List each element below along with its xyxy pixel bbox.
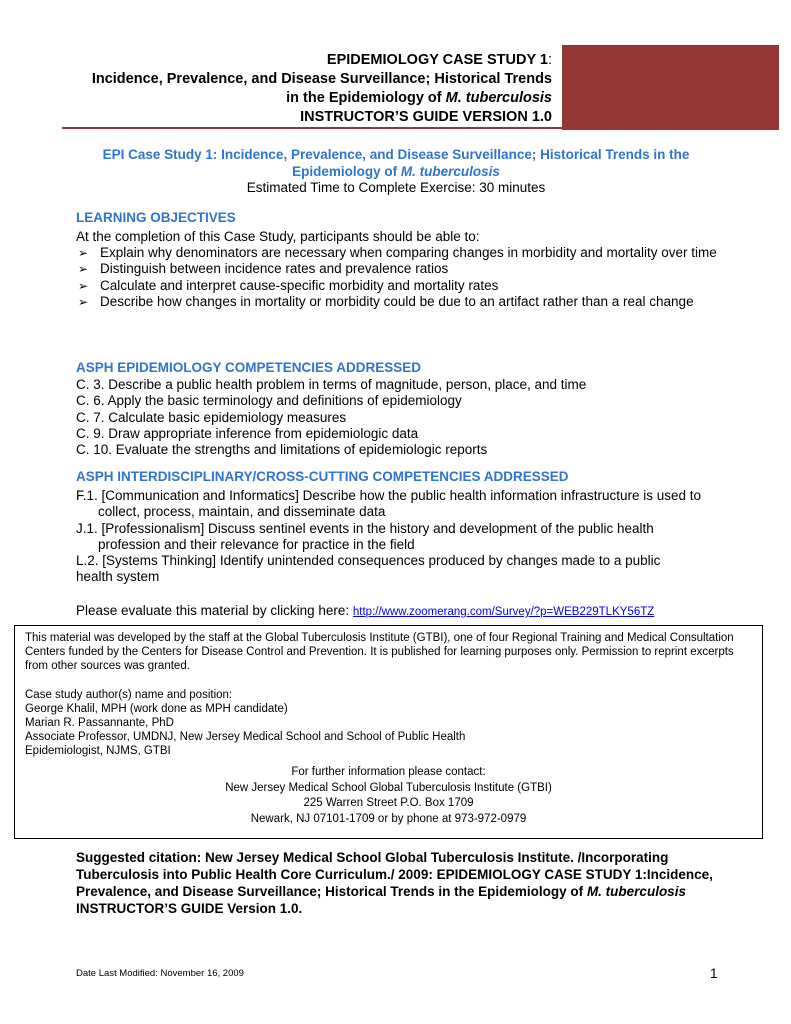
document-title: [62, 51, 552, 127]
list-item: J.1. [Professionalism] Discuss sentinel events in the history and development of the public health profession and their relevance for practice in the field: [76, 520, 654, 552]
list-item: ➢ Describe how changes in mortality or morbidity could be due to an artifact rather than a real change: [78, 293, 694, 309]
asph-competencies-heading: ASPH EPIDEMIOLOGY COMPETENCIES ADDRESSED: [76, 360, 422, 375]
contact-line: 225 Warren Street P.O. Box 1709: [303, 797, 474, 809]
contact-line: Newark, NJ 07101-1709 or by phone at 973-972-0979: [250, 812, 527, 825]
list-item: F.1. [Communication and Informatics] Describe how the public health information infrastructure is used to collect, process, maintain, and disseminate data: [76, 488, 702, 520]
info-box: [14, 625, 763, 839]
contact-info: [15, 765, 762, 827]
survey-link[interactable]: http://www.zoomerang.com/Survey/?p=WEB229TLKY56TZ: [352, 606, 655, 618]
development-statement: This material was developed by the staff at the Global Tuberculosis Institute (GTBI), one of four Regional Training and Medical Consultation Centers funded by the Centers for Disease Control and Prevention. It is published for learning purposes only. Permission to reprint excerpts from other sources was granted.: [25, 632, 734, 673]
arrow-bullet-icon: ➢: [78, 278, 89, 293]
list-item: C. 3. Describe a public health problem in terms of magnitude, person, place, and time: [76, 377, 587, 392]
learning-objectives-lead: At the completion of this Case Study, participants should be able to:: [76, 229, 480, 244]
intro-title: [62, 146, 730, 180]
author-line: George Khalil, MPH (work done as MPH candidate): [25, 702, 288, 715]
citation-species: M. tuberculosis: [586, 884, 686, 899]
arrow-bullet-icon: ➢: [78, 246, 89, 260]
learning-objectives-list: [76, 245, 736, 310]
intro-title-species: M. tuberculosis: [400, 164, 500, 179]
arrow-bullet-icon: ➢: [78, 262, 89, 277]
list-item: L.2. [Systems Thinking] Identify unintended consequences produced by changes made to a public health system: [76, 553, 661, 585]
evaluate-line: [76, 603, 654, 618]
list-item: ➢ Distinguish between incidence rates and prevalence ratios: [78, 261, 449, 277]
citation-text-end: INSTRUCTOR’S GUIDE Version 1.0.: [76, 901, 303, 916]
contact-line: New Jersey Medical School Global Tuberculosis Institute (GTBI): [225, 781, 552, 794]
learning-objectives-heading: LEARNING OBJECTIVES: [76, 210, 236, 225]
suggested-citation: [76, 849, 726, 917]
title-line3-species: M. tuberculosis: [445, 90, 552, 106]
cross-cutting-heading: ASPH INTERDISCIPLINARY/CROSS-CUTTING COMPETENCIES ADDRESSED: [76, 469, 569, 484]
list-item: ➢ Explain why denominators are necessary when comparing changes in morbidity and mortality over time: [78, 245, 717, 260]
list-item: C. 9. Draw appropriate inference from epidemiologic data: [76, 425, 419, 441]
list-item: ➢ Calculate and interpret cause-specific morbidity and mortality rates: [78, 277, 499, 293]
citation-text: Suggested citation: New Jersey Medical School Global Tuberculosis Institute. /Incorporating Tuberculosis into Public Health Core Curriculum./ 2009: EPIDEMIOLOGY CASE STUDY 1:Incidence, Prevalence, and Disease Surveillance; Historical Trends in the Epidemiology of: [76, 850, 713, 899]
contact-line: For further information please contact:: [291, 766, 486, 778]
list-item: C. 6. Apply the basic terminology and definitions of epidemiology: [76, 393, 462, 409]
title-line4: INSTRUCTOR’S GUIDE VERSION 1.0: [300, 109, 552, 125]
title-line2: Incidence, Prevalence, and Disease Surveillance; Historical Trends: [91, 71, 552, 87]
evaluate-text: Please evaluate this material by clicking here:: [76, 603, 353, 618]
cross-cutting-list: [76, 488, 704, 586]
author-line: Marian R. Passannante, PhD: [25, 717, 174, 730]
asph-competencies-list: [76, 377, 736, 458]
list-item: C. 10. Evaluate the strengths and limitations of epidemiologic reports: [76, 442, 488, 458]
footer-date: Date Last Modified: November 16, 2009: [76, 968, 244, 979]
intro-title-line1: EPI Case Study 1: Incidence, Prevalence, and Disease Surveillance; Historical Trends in the: [102, 147, 690, 162]
title-line3: in the Epidemiology of: [286, 90, 446, 106]
intro-title-line2: Epidemiology of: [292, 164, 401, 179]
estimated-time: Estimated Time to Complete Exercise: 30 minutes: [246, 180, 546, 195]
author-line: Associate Professor, UMDNJ, New Jersey Medical School and School of Public Health: [25, 731, 466, 744]
authors-heading: Case study author(s) name and position:: [25, 688, 233, 701]
page-number: 1: [710, 966, 718, 981]
title-line1-colon: :: [547, 52, 552, 68]
arrow-bullet-icon: ➢: [78, 294, 89, 309]
info-box-content: [25, 631, 753, 759]
author-line: Epidemiologist, NJMS, GTBI: [25, 745, 171, 758]
list-item: C. 7. Calculate basic epidemiology measures: [76, 409, 347, 425]
header-color-block: [562, 45, 779, 130]
title-line1: EPIDEMIOLOGY CASE STUDY 1: [326, 52, 548, 68]
